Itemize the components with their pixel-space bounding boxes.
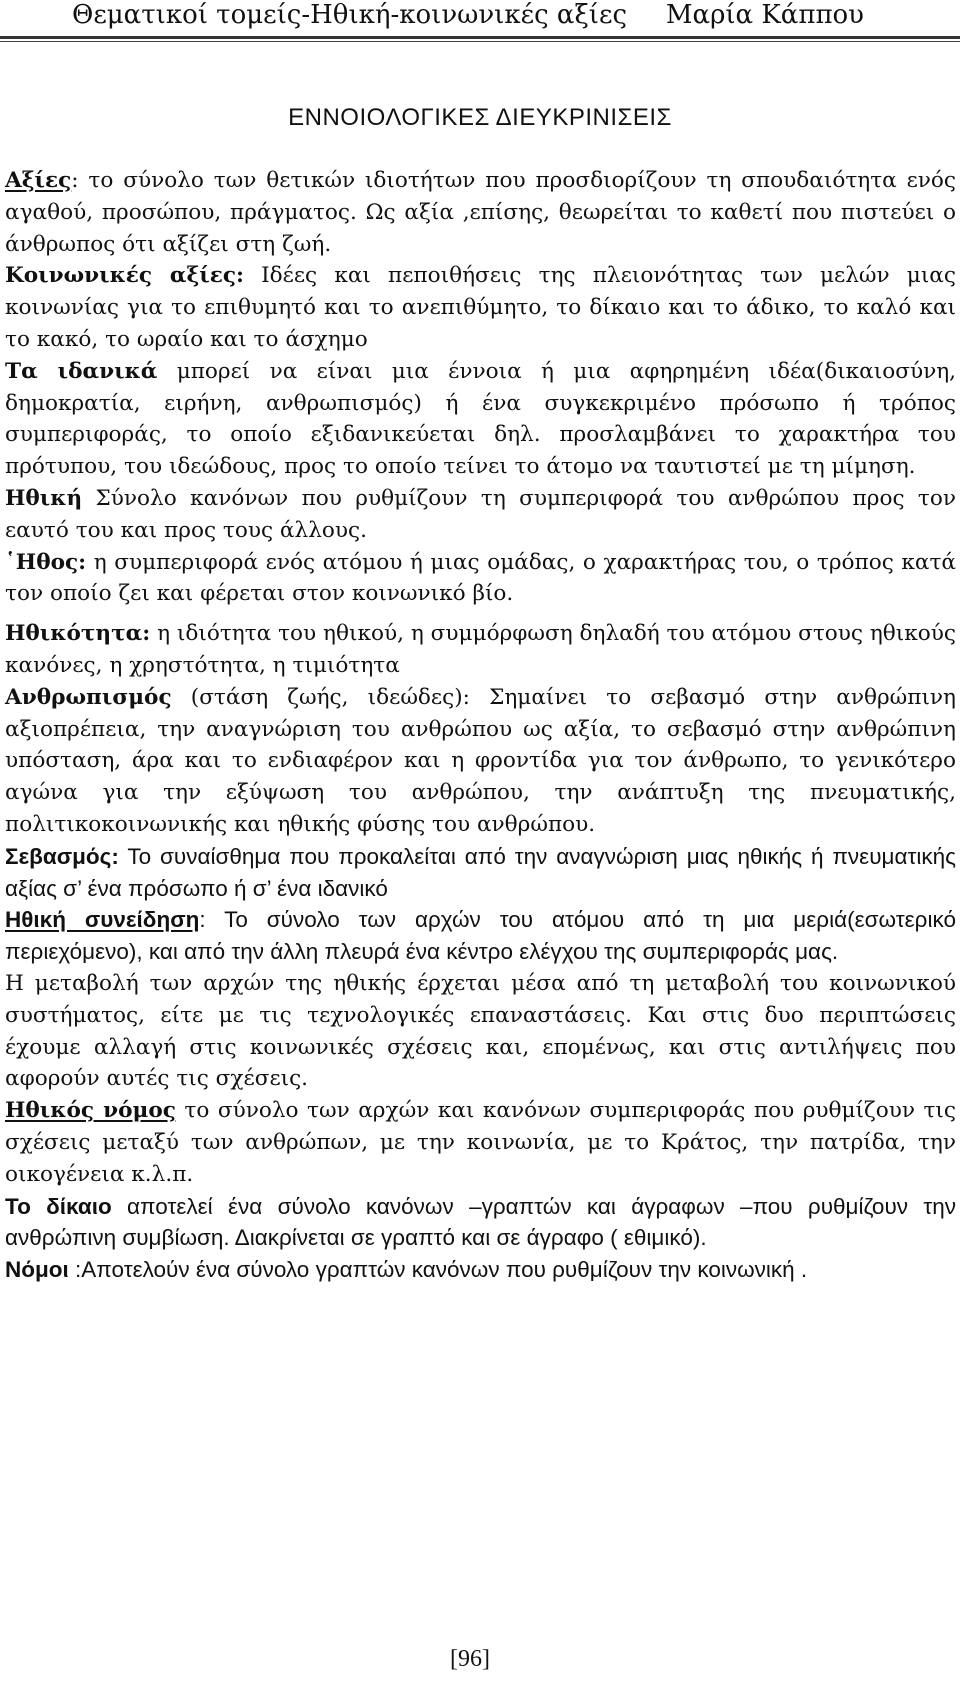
term-separator [86, 550, 94, 575]
header-title: Θεματικοί τομείς-Ηθική-κοινωνικές αξίες [72, 0, 628, 30]
definition-ithiki [5, 483, 956, 547]
definition-text: Η μεταβολή των αρχών της ηθικής έρχεται μέσα από τη μεταβολή του κοινωνικού συστήματος, είτε με τις τεχνολογικές επαναστάσεις. Και στις δυο περιπτώσεις έχουμε αλλαγή στις κοινωνικές σχέσεις και, επομένως, και στις αντιλήψεις που αφορούν αυτές τις σχέσεις. [5, 970, 956, 1092]
definition-ithiki-syneidisi [5, 904, 956, 968]
definition-text: Το σύνολο των αρχών του ατόμου από τη μια μεριά(εσωτερικό περιεχόμενο), και από την άλλη πλευρά ένα κέντρο ελέγχου της συμπεριφοράς μας. [5, 907, 956, 965]
definition-ithos [5, 547, 956, 611]
section-title: ΕΝΝΟΙΟΛΟΓΙΚΕΣ ΔΙΕΥΚΡΙΝΙΣΕΙΣ [288, 104, 672, 131]
term: Αξίες [5, 168, 72, 193]
term: Το δίκαιο [5, 1193, 112, 1219]
definition-nomoi [5, 1254, 956, 1286]
definition-text: Το συναίσθημα που προκαλείται από την αναγνώριση μιας ηθικής ή πνευματικής αξίας σ’ ένα πρόσωπο ή σ’ ένα ιδανικό [5, 843, 956, 901]
header-rule-thick [0, 36, 960, 39]
term-separator [157, 359, 176, 384]
term: Ηθική συνείδηση [5, 907, 200, 933]
header-rule-thin [0, 41, 960, 42]
definition-text: (στάση ζωής, ιδεώδες): Σημαίνει το σεβασμό στην ανθρώπινη αξιοπρέπεια, την αναγνώριση του ανθρώπου ως αξία, το σεβασμό στην ανθρώπινη υπόσταση, άρα και το ενδιαφέρον και η φροντίδα για τον άνθρωπο, το γενικότερο αγώνα για την εξύψωση του ανθρώπου, την ανάπτυξη της πνευματικής, πολιτικοκοινωνικής και ηθικής φύσης του ανθρώπου. [5, 684, 956, 837]
definition-koinonikes-axies [5, 260, 956, 355]
definition-text: το σύνολο των αρχών και κανόνων συμπεριφοράς που ρυθμίζουν τις σχέσεις μεταξύ των ανθρώπων, με την κοινωνία, με το Κράτος, την πατρίδα, την οικογένεια κ.λ.π. [5, 1098, 956, 1187]
definition-text: Σύνολο κανόνων που ρυθμίζουν τη συμπεριφορά του ανθρώπου προς τον εαυτό του και προς τους άλλους. [5, 485, 956, 543]
term: Νόμοι [5, 1257, 69, 1283]
definition-text: Ιδέες και πεποιθήσεις της πλειονότητας των μελών μιας κοινωνίας για το επιθυμητό και το ανεπιθύμητο, το δίκαιο και το άδικο, το καλό και το κακό, το ωραίο και το άσχημο [5, 263, 956, 352]
paragraph-metavoli [5, 968, 956, 1095]
header-author: Μαρία Κάππου [665, 0, 864, 30]
definition-text: η ιδιότητα του ηθικού, η συμμόρφωση δηλαδή του ατόμου στους ηθικούς κανόνες, η χρηστότητα, η τιμιότητα [5, 621, 956, 678]
definition-to-dikaio [5, 1191, 956, 1255]
definition-ithikotita [5, 618, 956, 682]
term: Ηθικότητα: [5, 621, 151, 647]
term: Τα ιδανικά [5, 358, 158, 384]
page-number: [96] [450, 1646, 490, 1672]
definition-anthropismos [5, 682, 956, 841]
term: ῾Ηθος: [5, 549, 87, 575]
term-separator [244, 263, 261, 288]
term: Ηθικός νόμος [5, 1098, 176, 1124]
definition-text: το σύνολο των θετικών ιδιοτήτων που προσδιορίζουν τη σπουδαιότητα ενός αγαθού, προσώπου, πράγματος. Ως αξία ,επίσης, θεωρείται το καθετί που πιστεύει ο άνθρωπος ότι αξίζει στη ζωή. [5, 168, 957, 257]
term-separator: : [71, 168, 89, 193]
term: Σεβασμός: [5, 843, 119, 869]
term: Ανθρωπισμός [5, 684, 172, 710]
term-separator [172, 685, 191, 710]
definition-ta-idanika [5, 356, 956, 483]
definition-axies [5, 165, 956, 260]
definition-text: μπορεί να είναι μια έννοια ή μια αφηρημένη ιδέα(δικαιοσύνη, δημοκρατία, ειρήνη, ανθρωπισμός) ή ένα συγκεκριμένο πρόσωπο ή τρόπος συμπεριφοράς, το οποίο εξιδανικεύεται δηλ. προσλαμβάνει το χαρακτήρα του πρότυπου, του ιδεώδους, προς το οποίο τείνει το άτομο να ταυτιστεί με τη μίμηση. [5, 358, 956, 480]
term-separator: : [199, 907, 225, 933]
term: Κοινωνικές αξίες: [5, 263, 244, 289]
definitions-body [5, 165, 956, 1286]
definition-sevasmos [5, 841, 956, 905]
term: Ηθική [5, 485, 83, 511]
running-header [0, 0, 960, 36]
definition-text: :Αποτελούν ένα σύνολο γραπτών κανόνων που ρυθμίζουν την κοινωνική . [75, 1257, 808, 1283]
definition-text: η συμπεριφορά ενός ατόμου ή μιας ομάδας, ο χαρακτήρας του, ο τρόπος κατά τον οποίο ζει και φέρεται στον κοινωνικό βίο. [5, 549, 956, 607]
term-separator [112, 1194, 127, 1219]
definition-text: αποτελεί ένα σύνολο κανόνων –γραπτών και άγραφων –που ρυθμίζουν την ανθρώπινη συμβίωση. Διακρίνεται σε γραπτό και σε άγραφο ( εθιμικό). [5, 1193, 956, 1251]
definition-ithikos-nomos [5, 1095, 956, 1190]
term-separator [82, 486, 95, 511]
